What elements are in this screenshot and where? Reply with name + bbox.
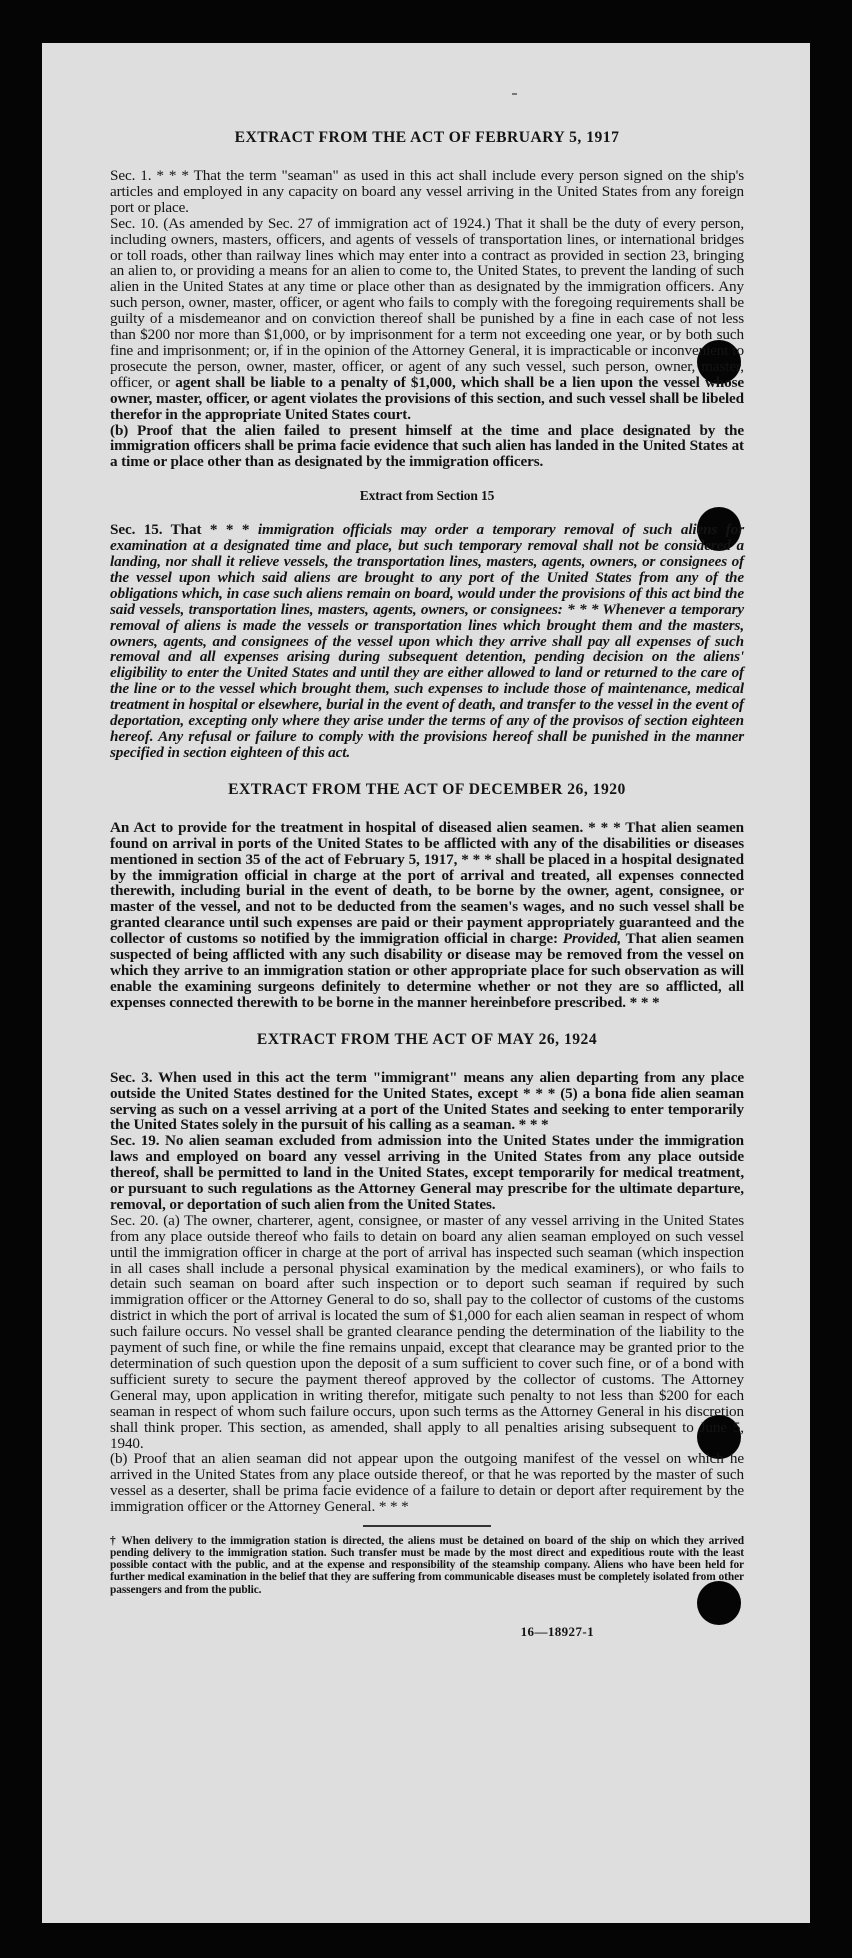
- page-mark: [512, 93, 517, 95]
- paragraph-sec-1: Sec. 1. * * * That the term "seaman" as used in this act shall include every person signed on the ship's articles and employed in any capacity on board any vessel arriving in the United States from any foreign port or place.: [110, 167, 744, 216]
- act-1920-proviso: Provided,: [562, 930, 622, 948]
- footnote: † When delivery to the immigration station is directed, the aliens must be detained on board of the ship on which they arrived pending delivery to the immigration station. Such transfer must be made by the most direct and expeditious route with the least possible contact with the public, and at the expense and responsibility of the steamship company. Aliens who have been held for further medical examination in the belief that they are suffering from communicable diseases must be completely isolated from other passengers and from the public.: [110, 1534, 744, 1596]
- paragraph-sec-3: Sec. 3. When used in this act the term "immigrant" means any alien departing from any place outside the United States destined for the United States, except * * * (5) a bona fide alien seaman serving as such on a vessel arriving at a port of the United States and seeking to enter temporarily the United States solely in the pursuit of his calling as a seaman. * * *: [110, 1068, 744, 1134]
- paragraph-act-1920: [110, 820, 744, 1011]
- sec-10-penalty-text: agent shall be liable to a penalty of $1,000, which shall be a lien upon the vessel whose owner, master, officer, or agent violates the provisions of this section, and such vessel shall be libeled therefor in the appropriate United States court.: [110, 373, 744, 423]
- paragraph-sec-10: [110, 216, 744, 423]
- paragraph-sec-10-b: (b) Proof that the alien failed to present himself at the time and place designated by the immigration officers shall be prima facie evidence that such alien has landed in the United States at a time or place other than as designated by the immigration officers.: [110, 421, 744, 471]
- document-body: [110, 129, 744, 1640]
- paragraph-sec-20-a: Sec. 20. (a) The owner, charterer, agent, consignee, or master of any vessel arriving in the United States from any place outside thereof who fails to detain on board any alien seaman employed on such vessel until the immigration officer in charge at the port of arrival has inspected such seaman (which inspection in all cases shall include a personal physical examination by the medical examiners), or who fails to detain such seaman on board after such inspection or to deport such seaman if required by such immigration officer or the Attorney General to do so, shall pay to the collector of customs of the customs district in which the port of arrival is located the sum of $1,000 for each alien seaman in respect of whom such failure occurs. No vessel shall be granted clearance pending the determination of the liability to the payment of such fine, or while the fine remains unpaid, except that clearance may be granted prior to the determination of such question upon the deposit of a sum sufficient to cover such fine, or of a bond with sufficient surety to secure the payment thereof approved by the collector of customs. The Attorney General may, upon application in writing therefor, mitigate such penalty to not less than $200 for each seaman in respect of whom such failure occurs, upon such terms as the Attorney General in his discretion shall think proper. This section, as amended, shall apply to all penalties arising subsequent to June 5, 1940.: [110, 1211, 744, 1452]
- heading-act-1920: EXTRACT FROM THE ACT OF DECEMBER 26, 1920: [228, 780, 626, 798]
- heading-section-15: Extract from Section 15: [359, 488, 495, 504]
- form-number: 16—18927-1: [520, 1624, 594, 1640]
- paragraph-sec-15: [110, 522, 744, 761]
- document-page: [42, 43, 810, 1923]
- heading-act-1924: EXTRACT FROM THE ACT OF MAY 26, 1924: [256, 1030, 598, 1048]
- paragraph-sec-19: Sec. 19. No alien seaman excluded from admission into the United States under the immigration laws and employed on board any vessel arriving in the United States from any place outside thereof, shall be permitted to land in the United States, except temporarily for medical treatment, or pursuant to such regulations as the Attorney General may prescribe for the ultimate departure, removal, or deportation of such alien from the United States.: [110, 1132, 744, 1213]
- sec-15-body: immigration officials may order a temporary removal of such aliens for examination at a designated time and place, but such temporary removal shall not be considered a landing, nor shall it relieve vessels, the transportation lines, masters, agents, owners, or consignees of the vessel upon which said aliens are brought to any port of the United States from any of the obligations which, in case such aliens remain on board, would under the provisions of this act bind the said vessels, transportation lines, masters, agents, owners, or consignees: * * * Whenever a temporary removal of aliens is made the vessels or transportation lines which brought them and the masters, owners, agents, and consignees of the vessel upon which they arrive shall pay all expenses of such removal and all expenses arising during subsequent detention, pending decision on the aliens' eligibility to enter the United States and until they are either allowed to land or returned to the care of the line or to the vessel which brought them, such expenses to include those of maintenance, medical treatment in hospital or elsewhere, burial in the event of death, and transfer to the vessel in the event of deportation, excepting only where they arise under the terms of any of the provisos of section eighteen hereof. Any refusal or failure to comply with the provisions hereof shall be punished in the manner specified in section eighteen of this act.: [110, 521, 744, 761]
- footnote-divider: [363, 1525, 491, 1527]
- sec-15-lead: Sec. 15. That * * *: [110, 521, 250, 539]
- heading-act-1917: EXTRACT FROM THE ACT OF FEBRUARY 5, 1917: [234, 129, 620, 146]
- act-1920-text: An Act to provide for the treatment in hospital of diseased alien seamen. * * * That alien seamen found on arrival in ports of the United States to be afflicted with any of the disabilities or diseases mentioned in section 35 of the act of February 5, 1917, * * * shall be placed in a hospital designated by the immigration official in charge at the port of arrival and treated, all expenses connected therewith, including burial in the event of death, to be borne by the owner, agent, consignee, or master of the vessel, and not to be deducted from the seamen's wages, and no such vessel shall be granted clearance until such expenses are paid or their payment appropriately guaranteed and the collector of customs so notified by the immigration official in charge:: [110, 818, 744, 948]
- sec-10-text: Sec. 10. (As amended by Sec. 27 of immigration act of 1924.) That it shall be the duty of every person, including owners, masters, officers, and agents of vessels of transportation lines, or international bridges or toll roads, other than railway lines which may enter into a contract as provided in section 23, bringing an alien to, or providing a means for an alien to come to, the United States, to prevent the landing of such alien in the United States at any time or place other than as designated by the immigration officers. Any such person, owner, master, officer, or agent who fails to comply with the foregoing requirements shall be guilty of a misdemeanor and on conviction thereof shall be punished by a fine in each case of not less than $200 nor more than $1,000, or by imprisonment for a term not exceeding one year, or by both such fine and imprisonment; or, if in the opinion of the Attorney General, it is impracticable or inconvenient to prosecute the person, owner, master, officer, or agent of any such vessel, such person, owner, master, officer, or: [110, 214, 744, 391]
- paragraph-sec-20-b: (b) Proof that an alien seaman did not appear upon the outgoing manifest of the vessel on which he arrived in the United States from any place outside thereof, or that he was reported by the master of such vessel as a deserter, shall be prima facie evidence of a failure to detain or deport after requirement by the immigration officer or the Attorney General. * * *: [110, 1450, 744, 1516]
- act-1920-text-end: That alien seamen suspected of being afflicted with any such disability or disease may be removed from the vessel on which they arrive to an immigration station or other appropriate place for such observation as will enable the examining surgeons definitely to determine whether or not they are so afflicted, all expenses connected therewith to be borne in the manner hereinbefore prescribed. * * *: [110, 930, 744, 1011]
